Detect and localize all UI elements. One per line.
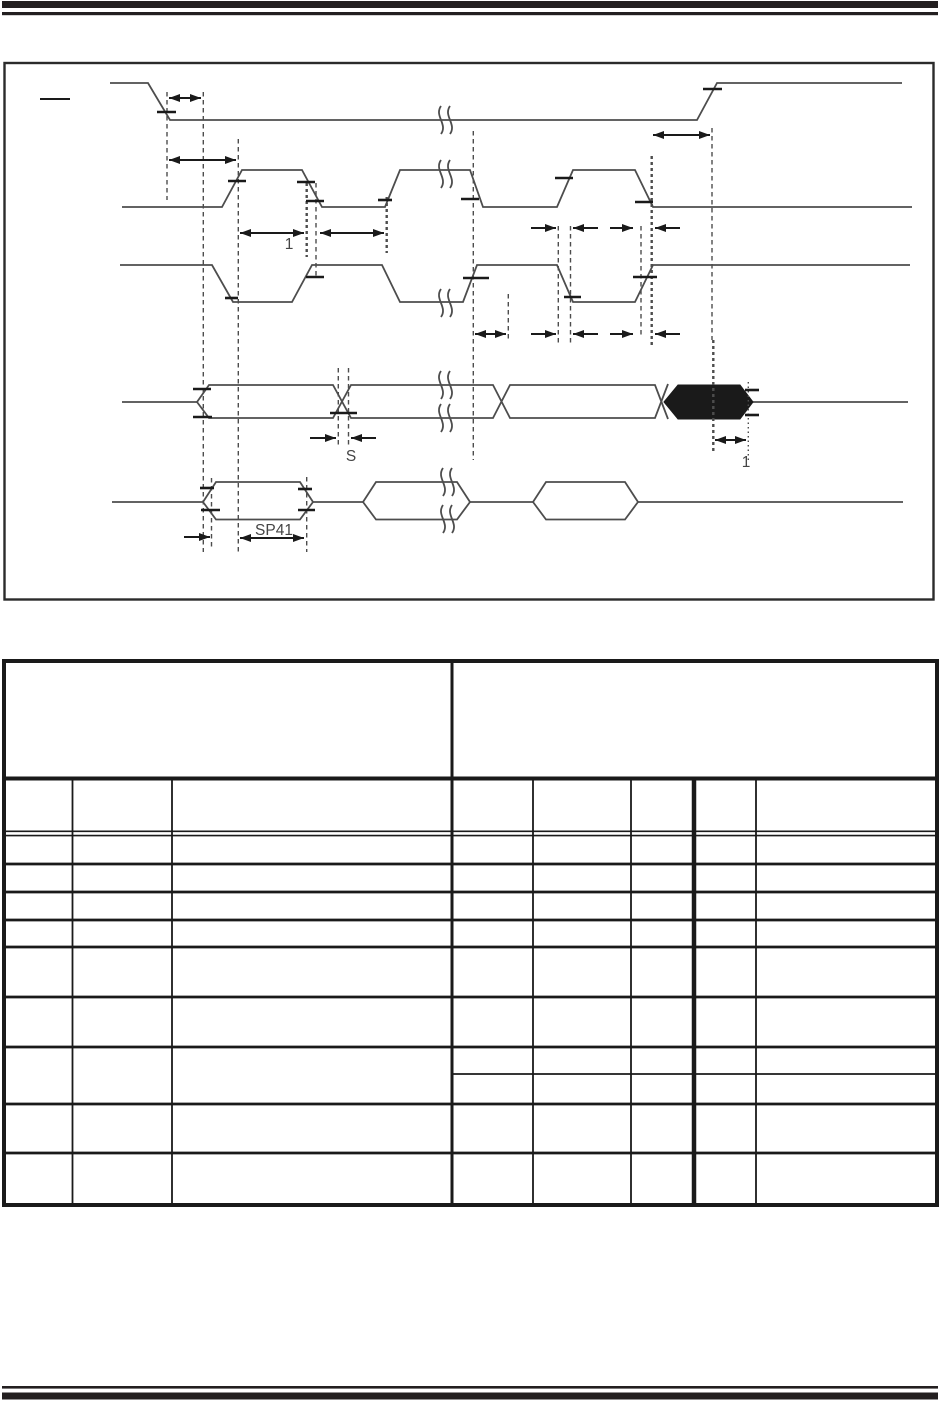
sdo-bus-line-a bbox=[197, 385, 668, 419]
dimension-arrowhead bbox=[699, 131, 710, 139]
dimension-arrowhead bbox=[190, 94, 201, 102]
top-rule-thin bbox=[2, 12, 938, 15]
dimension-arrowhead bbox=[655, 330, 666, 338]
dimension-arrowhead bbox=[545, 224, 556, 232]
sck-ckp0-waveform bbox=[122, 170, 912, 207]
dimension-arrowhead bbox=[545, 330, 556, 338]
sdi-data-hexagon-1 bbox=[203, 482, 313, 520]
param-label-1b: 1 bbox=[741, 454, 751, 471]
dimension-arrowhead bbox=[573, 330, 584, 338]
dimension-arrowhead bbox=[373, 229, 384, 237]
spec-table-border bbox=[4, 661, 937, 1205]
dimension-arrowhead bbox=[573, 224, 584, 232]
param-label-1a: 1 bbox=[284, 236, 294, 253]
dimension-arrowhead bbox=[351, 434, 362, 442]
dimension-arrowhead bbox=[325, 434, 336, 442]
dimension-arrowhead bbox=[622, 224, 633, 232]
ss-waveform bbox=[110, 83, 902, 120]
top-rule-thick bbox=[2, 1, 938, 8]
timing-diagram-frame bbox=[5, 63, 934, 600]
waveform-break-mark bbox=[448, 160, 452, 188]
bottom-rule-thick bbox=[2, 1393, 938, 1400]
dimension-arrowhead bbox=[293, 229, 304, 237]
dimension-arrowhead bbox=[240, 534, 251, 542]
dimension-arrowhead bbox=[622, 330, 633, 338]
sdi-data-hexagon-3 bbox=[533, 482, 638, 520]
dimension-arrowhead bbox=[735, 436, 746, 444]
dimension-arrowhead bbox=[475, 330, 486, 338]
dimension-arrowhead bbox=[240, 229, 251, 237]
dimension-arrowhead bbox=[225, 156, 236, 164]
dimension-arrowhead bbox=[495, 330, 506, 338]
dimension-arrowhead bbox=[169, 94, 180, 102]
dimension-arrowhead bbox=[715, 436, 726, 444]
dimension-arrowhead bbox=[199, 533, 210, 541]
waveform-break-mark bbox=[439, 160, 443, 188]
dimension-arrowhead bbox=[169, 156, 180, 164]
bottom-rule-thin bbox=[2, 1386, 938, 1389]
dimension-arrowhead bbox=[293, 534, 304, 542]
dimension-arrowhead bbox=[655, 224, 666, 232]
sdo-bus-line-b bbox=[197, 384, 668, 418]
param-label-sp41: SP41 bbox=[255, 522, 293, 539]
dimension-arrowhead bbox=[653, 131, 664, 139]
dimension-arrowhead bbox=[320, 229, 331, 237]
param-label-s: S bbox=[345, 448, 357, 465]
waveform-break-mark bbox=[439, 289, 443, 317]
waveform-break-mark bbox=[448, 289, 452, 317]
sdo-filled-hexagon bbox=[664, 385, 753, 419]
